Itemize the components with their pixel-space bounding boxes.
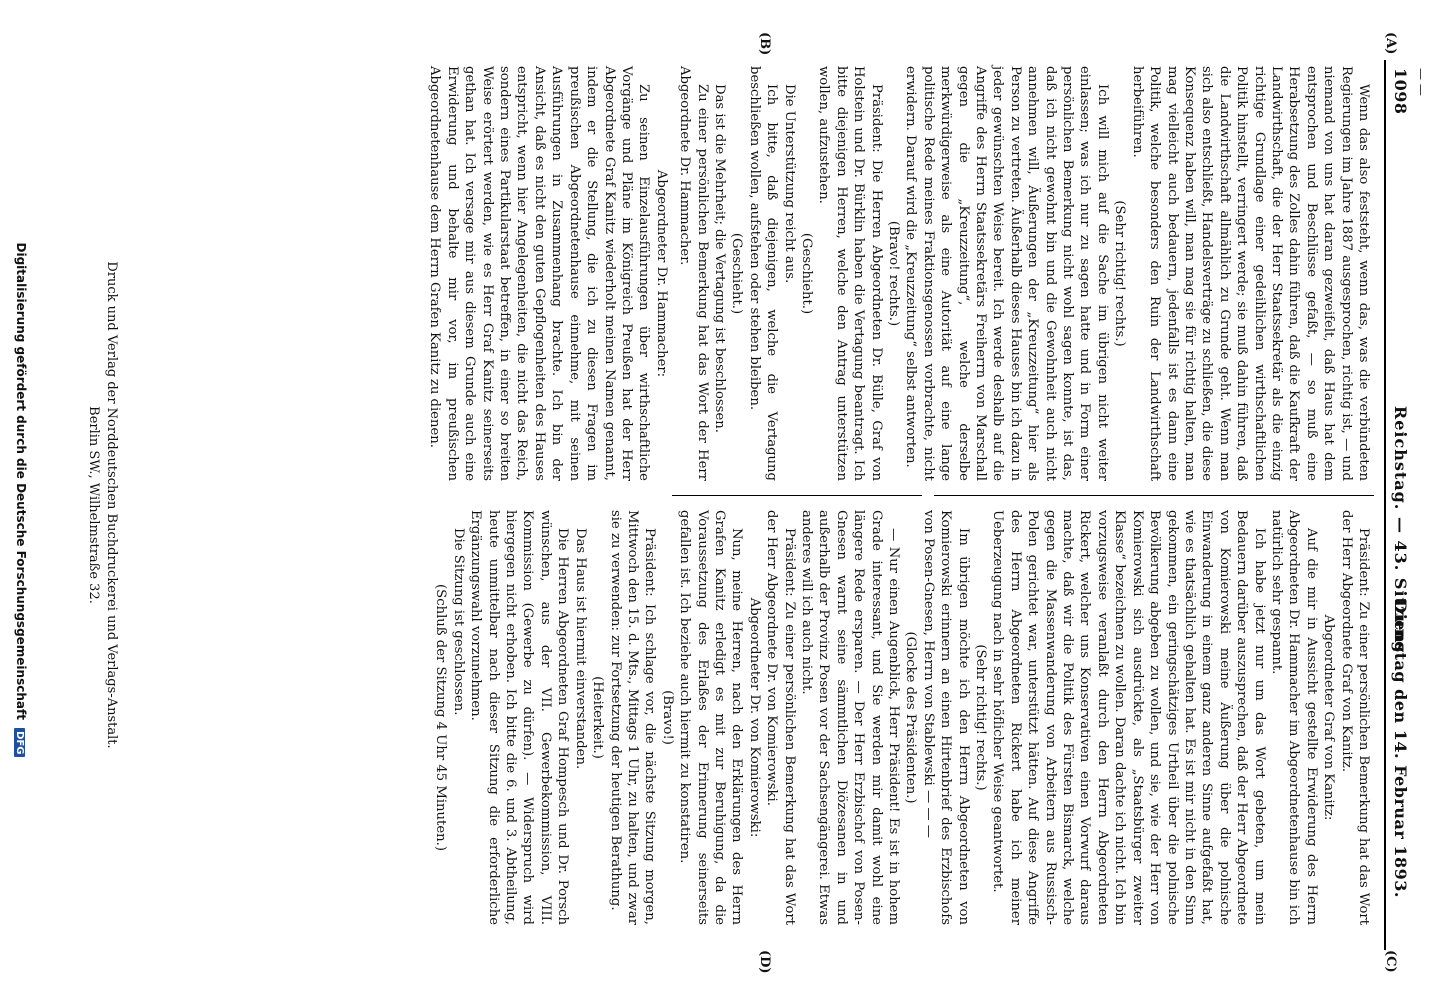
reaction: (Bravo! rechts.) [886, 220, 902, 327]
reaction: (Glocke des Präsidenten.) [903, 631, 919, 804]
paragraph: Auf die mir in Aussicht gestellte Erwiderung des Herrn Abgeordneten Dr. Hammacher im Abgeordnetenhause bin ich natürlich sehr gespannt. [1268, 510, 1319, 925]
reaction: (Sehr richtig! rechts.) [973, 644, 989, 791]
paragraph: Wenn das also feststeht, wenn das, was die verbündeten Regierungen im Jahre 1887 ausgesprochen, richtig ist, — und niemand von uns hat daran gezweifelt, daß Haus hat dem entsprochen und Beschlüsse gefaßt, — so muß eine Herabsetzung des Zolles dahin führen, daß die Kaufkraft der Landwirthschaft, die der Herr Staatssekretär als die einzig richtige Grundlage einer gedeihlichen wirthschaftlichen Politik hinstellt, verringert werde; sie muß dahin führen, daß die Landwirthschaft allmählich zu Grunde geht. Wenn man sich also entschließt, Handelsverträge zu schließen, die diese Konsequenz haben will, man mag sie für richtig halten, man mag vielleicht auch bedauern, jedenfalls ist es dann eine Politik, welche besonders den Ruin der Landwirthschaft herbeiführen. [1129, 66, 1371, 481]
session-close: (Schluß der Sitzung 4 Uhr 45 Minuten.) [433, 584, 449, 851]
paragraph: Zu einer persönlichen Bemerkung hat das Wort der Herr Abgeordnete Dr. Hammacher. [677, 66, 710, 481]
speaker-heading: Abgeordneter Dr. Hammacher: [653, 169, 669, 378]
paragraph: Ich habe jetzt nur um das Wort gebeten, um mein Bedauern darüber auszusprechen, daß der Herr Abgeordnete von Komierowski meine Äußerung über die polnische Einwanderung in einem ganz anderen Sinne aufgefaßt hat, wie es thatsächlich gehalten hat. Es ist mir nicht in den Sinn gekommen, ein geringschätziges Urtheil über die polnische Bevölkerung abgeben zu wollen, und sie, wie der Herr von Komierowski sich ausdrückte, als „Staatsbürger zweiter Klasse“ bezeichnen zu wollen. Daran dachte ich nicht. Ich bin vorzugsweise veranlaßt durch den Herrn Abgeordneten Rickert, welcher uns Konservativen einen Vorwurf daraus machte, daß wir die Politik des Fürsten Bismarck, welche gegen die Massenwanderung von Arbeitern aus Russisch-Polen gerichtet war, unterstützt hätten. Auf diese Angriffe des Herrn Abgeordneten Rickert habe ich meiner Ueberzeugung nach in sehr höflicher Weise geantwortet. [990, 510, 1267, 925]
paragraph: Präsident: Ich schlage vor, die nächste Sitzung morgen, Mittwoch den 15. d. Mts., Mittags 1 Uhr, zu halten, und zwar sie zu verwenden: zur Fortsetzung der heutigen Berathung. [607, 510, 658, 925]
running-title: Reichstag. — 43. Sitzung. [1391, 405, 1410, 661]
paragraph: Die Sitzung ist geschlossen. [450, 528, 466, 716]
reaction: (Geschieht.) [729, 232, 745, 315]
header-rule [1384, 60, 1386, 950]
margin-mark-d: (D) [757, 950, 772, 974]
dfg-logo-icon: DFG [14, 728, 25, 757]
session-date: Dienstag den 14. Februar 1893. [1391, 599, 1410, 898]
paragraph: Im übrigen möchte ich den Herrn Abgeordneten von Komierowski erinnern an einen Hirtenbrief des Erzbischofs von Posen-Gnesen, Herrn von Stablewski — — — [920, 510, 971, 925]
paragraph: Das Haus ist hiermit einverstanden. [572, 528, 588, 770]
digitization-text: Digitalisierung gefördert durch die Deutsche Forschungsgemeinschaft [14, 242, 28, 720]
paragraph: Das ist die Mehrheit; die Vertagung ist beschlossen. [711, 84, 727, 433]
scan-artifact-dash: — — [1414, 68, 1428, 96]
imprint-line: Druck und Verlag der Norddeutschen Buchdruckerei und Verlags-Anstalt. [104, 261, 119, 749]
reaction: (Sehr richtig! rechts.) [1112, 200, 1128, 347]
imprint-line: Berlin SW., Wilhelmstraße 32. [86, 406, 101, 604]
speaker-heading: Abgeordneter Graf von Kanitz: [1321, 614, 1337, 821]
paragraph: Präsident: Die Herren Abgeordneten Dr. Bülle, Graf von Holstein und Dr. Bürklin haben die Vertagung beantragt. Ich bitte diejenigen Herren, welche den Antrag unterstützen wollen, aufzustehen. [816, 66, 884, 481]
paragraph: Präsident: Zu einer persönlichen Bemerkung hat das Wort der Herr Abgeordnete Graf von Kanitz. [1338, 510, 1371, 925]
digitization-note [14, 10, 28, 990]
paragraph: Zu seinen Einzelausführungen über wirthschaftliche Vorgänge und Pläne im Königreich Preußen hat der Herr Abgeordnete Graf Kanitz wiederholt meinen Namen genannt, indem er die Stellung, die ich zu diesen Fragen im preußischen Abgeordnetenhause einnehme, mit seinen Ausführungen in Zusammenhang brachte. Ich bin der Ansicht, daß es nicht den guten Gepflogenheiten des Hauses entspricht, wenn hier Angelegenheiten, die nicht das Reich, sondern eines Partikularstaat betreffen, in einer so breiten Weise erörtert werden, wie es Herr Graf Kanitz seinerseits gethan hat. Ich versage mir aus diesem Grunde auch eine Erwiderung und behalte mir vor, im preußischen Abgeordnetenhause dem Herrn Grafen Kanitz zu dienen. [427, 66, 652, 481]
column-divider [672, 495, 922, 496]
paragraph: Ich will mich auf die Sache im übrigen nicht weiter einlassen; was ich nur zu sagen hatte und in Form einer persönlichen Bemerkung nicht wohl sagen konnte, ist das, daß ich nicht gewohnt bin und die Gewohnheit auch nicht annehmen will, Äußerungen der „Kreuzzeitung“ hier als Person zu vertreten. Äußerhalb dieses Hauses bin ich dazu in jeder gewünschten Weise bereit. Ich werde deshalb auf die Angriffe des Herrn Staatssekretärs Freiherrn von Marschall gegen die „Kreuzzeitung“, welche derselbe merkwürdigerweise als eine Autorität auf eine lange politische Rede meines Fraktionsgenossen vorbrachte, nicht erwidern. Darauf wird die „Kreuzzeitung“ selbst antworten. [903, 66, 1110, 481]
imprint [84, 60, 120, 950]
page-header [1384, 68, 1410, 938]
reaction: (Geschieht.) [799, 232, 814, 315]
paragraph: Ich bitte, daß diejenigen, welche die Vertagung beschließen wollen, aufstehen oder stehen bleiben. [746, 66, 780, 481]
paragraph: Die Herren Abgeordneten Graf Hompesch und Dr. Porsch wünschen, aus der VII. Gewerbekommission, VIII. Kommission (Gewerbe zu dürfen). — Widerspruch wird hiergegen nicht erhoben. Ich bitte die 6. und 3. Abtheilung, heute unmittelbar nach dieser Sitzung die erforderliche Ergänzungswahl vorzunehmen. [468, 510, 571, 925]
paragraph: Präsident: Zu einer persönlichen Bemerkung hat das Wort der Herr Abgeordnete Dr. von Komierowski. [764, 510, 797, 925]
reaction: (Bravo!) [659, 690, 675, 745]
speaker-heading: Abgeordneter Dr. von Komierowski: [746, 597, 762, 838]
column-divider [934, 495, 1374, 496]
right-column [432, 510, 1372, 925]
margin-mark-a: (A) [1383, 32, 1398, 55]
paragraph: — Nur einen Augenblick, Herr Präsident! Es ist in hohem Grade interessant, und Sie werden mir damit wohl eine längere Rede ersparen. — Der Herr Erzbischof von Posen-Gnesen warnt seine sämmtlichen Diözesanen in und außerhalb der Provinz Posen vor der Sachsengängerei. Etwas anderes will ich auch nicht. [799, 510, 902, 925]
left-column [426, 66, 1372, 481]
reaction: (Heiterkeit.) [590, 676, 606, 759]
paragraph: Nun, meine Herren, nach den Erklärungen des Herrn Grafen Kanitz erledigt es mit zur Beruhigung, da die Voraussetzung des Erlaßes der Erinnerung seinerseits gefallen ist. Ich beziehe auch hiermit zu konstatiren. [677, 510, 745, 925]
margin-mark-b: (B) [757, 32, 772, 56]
margin-mark-c: (C) [1383, 950, 1398, 973]
page-number: 1098 [1391, 68, 1410, 115]
paragraph: Die Unterstützung reicht aus. [781, 84, 797, 284]
